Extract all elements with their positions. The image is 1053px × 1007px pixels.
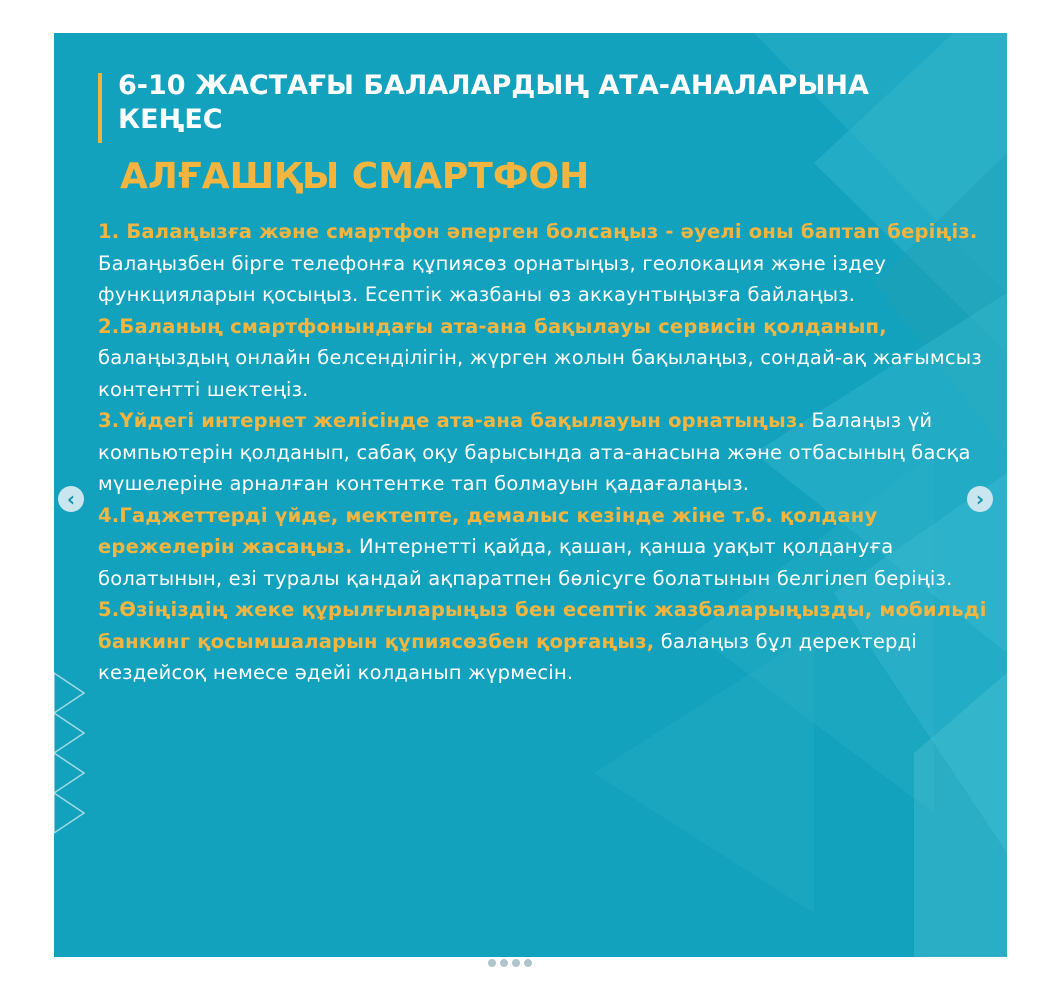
tip-text: балаңыз бұл деректерді кездейсоқ немесе əдейі колданып жүрмесін. bbox=[98, 629, 917, 684]
tip-heading: 1. Балаңызға жəне смартфон əперген болсаңыз - əуелі оны баптап беріңіз. bbox=[98, 220, 978, 243]
slide-title: 6-10 ЖАСТАҒЫ БАЛАЛАРДЫҢ АТА-АНАЛАРЫНА КЕҢЕС bbox=[118, 70, 869, 135]
chevron-left-icon: ‹ bbox=[66, 487, 76, 511]
tip-heading: 2.Баланың смартфонындағы ата-ана бақылауы сервисін қолданып, bbox=[98, 314, 887, 338]
slide-subtitle: АЛҒАШҚЫ СМАРТФОН bbox=[120, 156, 590, 197]
carousel-slide bbox=[54, 33, 1007, 957]
title-accent-bar bbox=[98, 73, 102, 143]
tip-heading: 4.Гаджеттерді үйде, мектепте, демалыс кезінде жіне т.б. қолдану ережелерін жасаңыз. bbox=[98, 503, 878, 558]
carousel-next-button[interactable] bbox=[967, 486, 993, 512]
pagination-dot[interactable] bbox=[488, 959, 496, 967]
tip-item bbox=[98, 500, 998, 595]
tip-item bbox=[98, 594, 998, 689]
pagination-dot[interactable] bbox=[500, 959, 508, 967]
tip-item bbox=[98, 311, 998, 406]
tip-text: Интернетті қайда, қашан, қанша уақыт қолдануға болатынын, езі туралы қандай ақпаратпен бөлісуге болатынын белгілеп беріңіз. bbox=[98, 535, 953, 590]
chevron-right-icon: › bbox=[975, 487, 985, 511]
tips-list bbox=[98, 216, 998, 689]
pagination-dot[interactable] bbox=[524, 959, 532, 967]
tip-text: балаңыздың онлайн белсенділігін, жүрген жолын бақылаңыз, сондай-ақ жағымсыз контентті шектеңіз. bbox=[98, 346, 982, 401]
tip-item bbox=[98, 216, 998, 311]
tip-heading: 3.Үйдегі интернет желісінде ата-ана бақылауын орнатыңыз. bbox=[98, 409, 806, 432]
tip-item bbox=[98, 405, 998, 500]
carousel-pagination bbox=[488, 952, 536, 971]
carousel-prev-button[interactable] bbox=[58, 486, 84, 512]
tip-text: Балаңызбен бірге телефонға құпиясөз орнатыңыз, геолокация жəне іздеу функцияларын қосыңыз. Есептік жазбаны өз аккаунтыңызға байлаңыз. bbox=[98, 251, 887, 306]
tip-text: Балаңыз үй компьютерін қолданып, сабақ оқу барысында ата-анасына жəне отбасының басқа мүшелеріне арналған контентке тап болмауын қадағалаңыз. bbox=[98, 409, 971, 495]
tip-heading: 5.Өзіңіздің жеке құрылғыларыңыз бен есептік жазбаларыңызды, мобильді банкинг қосымшаларын құпиясөзбен қорғаңыз, bbox=[98, 598, 987, 653]
pagination-dot[interactable] bbox=[512, 959, 520, 967]
